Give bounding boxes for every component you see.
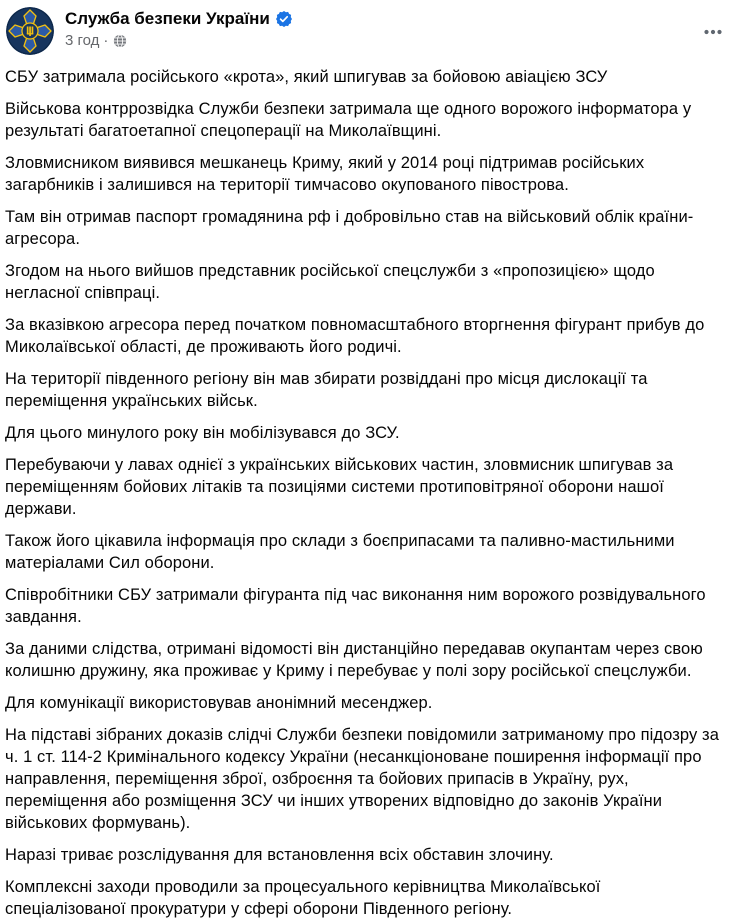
post-paragraph: Комплексні заходи проводили за процесуального керівництва Миколаївської спеціалізованої прокуратури у сфері оборони Південного регіону. (5, 878, 601, 918)
globe-public-icon (113, 34, 127, 48)
post-header (0, 0, 745, 59)
post-timestamp[interactable]: 3 год (65, 32, 100, 49)
verified-badge-icon (276, 11, 292, 27)
post-paragraph: Для цього минулого року він мобілізувався до ЗСУ. (5, 424, 400, 442)
post-paragraph: На підставі зібраних доказів слідчі Служби безпеки повідомили затриманому про підозру за ч. 1 ст. 114-2 Кримінального кодексу України (несанкціоноване поширення інформації про направлення, переміщення зброї, озброєння та бойових припасів в Україну, рух, переміщення або розміщення ЗСУ чи інших утворених відповідно до законів України військових формувань). (5, 726, 719, 832)
post-options-button[interactable] (697, 16, 729, 48)
header-info (65, 7, 292, 50)
post-paragraph: Співробітники СБУ затримали фігуранта під час виконання ним ворожого розвідувального завдання. (5, 586, 706, 626)
post-paragraph: Наразі триває розслідування для встановлення всіх обставин злочину. (5, 846, 554, 864)
post-paragraph: На території південного регіону він мав збирати розвіддані про місця дислокації та переміщення українських військ. (5, 370, 648, 410)
meta-separator: · (103, 32, 109, 49)
post-paragraph: За даними слідства, отримані відомості він дистанційно передавав окупантам через свою колишню дружину, яка проживає у Криму і перебуває у полі зору російської спецслужби. (5, 640, 703, 680)
page-avatar[interactable] (6, 7, 54, 55)
post-paragraph: Зловмисником виявився мешканець Криму, який у 2014 році підтримав російських загарбників і залишився на території тимчасово окупованого півострова. (5, 154, 645, 194)
post-paragraph: Згодом на нього вийшов представник російської спецслужби з «пропозицією» щодо негласної співпраці. (5, 262, 655, 302)
post-paragraph: Військова контррозвідка Служби безпеки затримала ще одного ворожого інформатора у результаті багатоетапної спецоперації на Миколаївщині. (5, 100, 692, 140)
post-paragraph: Перебуваючи у лавах однієї з українських військових частин, зловмисник шпигував за переміщенням бойових літаків та позиціями системи протиповітряної оборони нашої держави. (5, 456, 674, 518)
post-paragraph: За вказівкою агресора перед початком повномасштабного вторгнення фігурант прибув до Миколаївської області, де проживають його родичі. (5, 316, 705, 356)
post-body (0, 59, 745, 920)
post-paragraph: СБУ затримала російського «крота», який шпигував за бойовою авіацією ЗСУ (5, 68, 608, 86)
sbu-logo-icon (6, 7, 54, 55)
ellipsis-more-icon (703, 22, 723, 42)
post-paragraph: Для комунікації використовував анонімний месенджер. (5, 694, 433, 712)
post-paragraph: Також його цікавила інформація про склади з боєприпасами та паливно-мастильними матеріалами Сил оборони. (5, 532, 675, 572)
page-name-link[interactable]: Служба безпеки України (65, 9, 270, 28)
post-paragraph: Там він отримав паспорт громадянина рф і добровільно став на військовий облік країни-агресора. (5, 208, 694, 248)
post-meta (65, 32, 292, 50)
